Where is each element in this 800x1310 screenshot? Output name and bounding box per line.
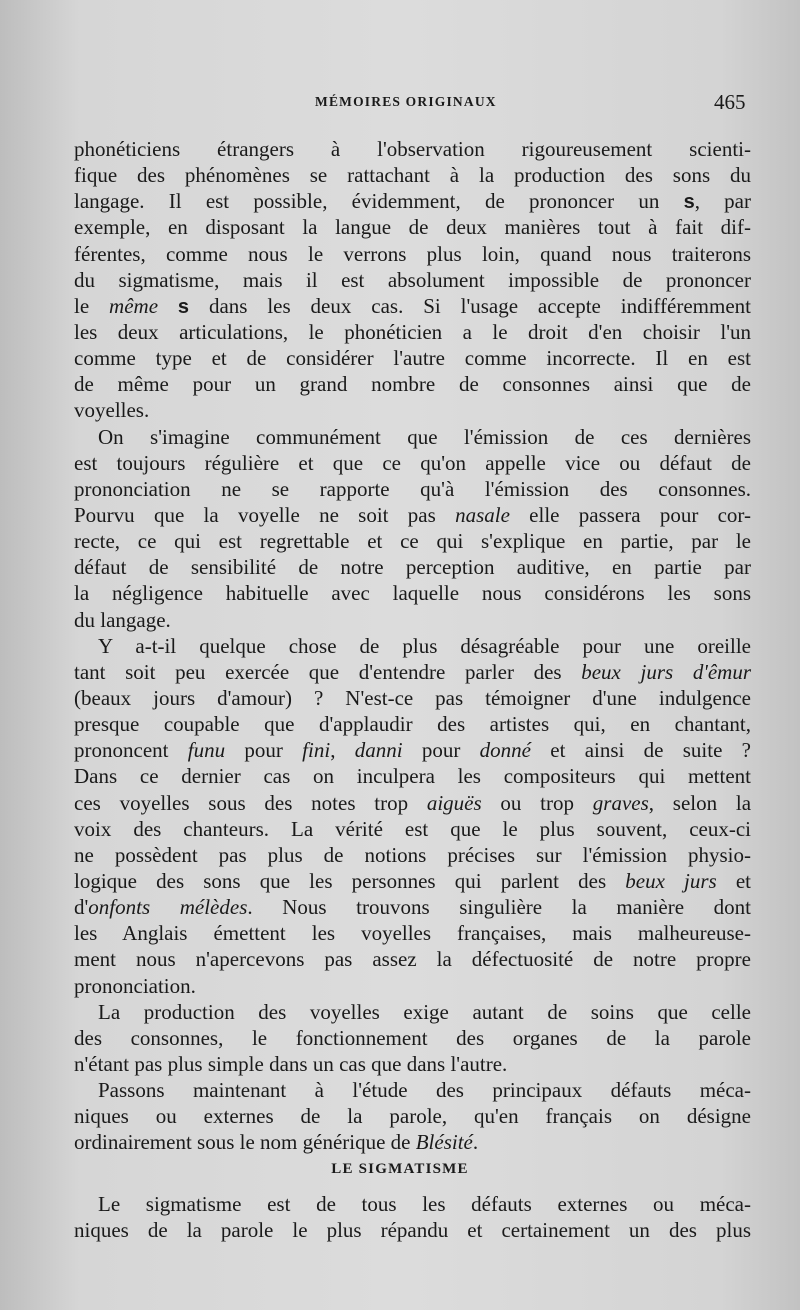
body-text [74, 136, 751, 1155]
text-line: phonéticiens étrangers à l'observation rigoureusement scienti- [74, 137, 751, 161]
text-line: la négligence habituelle avec laquelle nous considérons les sons [74, 581, 751, 606]
text-line: Y a-t-il quelque chose de plus désagréable pour une oreille [98, 633, 751, 658]
text-line: férentes, comme nous le verrons plus loin, quand nous traiterons [74, 241, 751, 266]
text-line: ces voyelles sous des notes trop aiguës ou trop graves, selon la [74, 790, 752, 815]
text-line: des consonnes, le fonctionnement des organes de la parole [74, 1025, 751, 1050]
text-line: est toujours régulière et que ce qu'on appelle vice ou défaut de [74, 450, 751, 475]
section-body-text [74, 1191, 751, 1243]
text-line: fique des phénomènes se rattachant à la production des sons du [74, 163, 751, 188]
text-line: comme type et de considérer l'autre comme incorrecte. Il en est [74, 346, 751, 371]
text-line: du langage. [74, 607, 171, 632]
text-line: prononcent funu pour fini, danni pour donné et ainsi de suite ? [74, 738, 752, 763]
text-line: de même pour un grand nombre de consonnes ainsi que de [74, 372, 751, 397]
text-line: ordinairement sous le nom générique de Blésité. [74, 1130, 479, 1155]
text-line: recte, ce qui est regrettable et ce qui s'explique en partie, par le [74, 529, 751, 554]
text-line: le même s dans les deux cas. Si l'usage accepte indifféremment [74, 293, 751, 318]
page-number: 465 [714, 90, 746, 114]
text-line: Dans ce dernier cas on inculpera les compositeurs qui mettent [74, 764, 751, 789]
running-title: MÉMOIRES ORIGINAUX [315, 94, 497, 109]
text-line: Pourvu que la voyelle ne soit pas nasale elle passera pour cor- [74, 502, 751, 527]
section-heading: LE SIGMATISME [331, 1161, 469, 1177]
text-line: défaut de sensibilité de notre perception auditive, en partie par [74, 555, 751, 580]
text-line: niques de la parole le plus répandu et certainement un des plus [74, 1218, 751, 1243]
text-line: ne possèdent pas plus de notions précises sur l'émission physio- [74, 842, 751, 867]
text-line: les Anglais émettent les voyelles françaises, mais malheureuse- [74, 921, 751, 946]
text-line: voix des chanteurs. La vérité est que le plus souvent, ceux-ci [74, 816, 751, 841]
text-line: niques ou externes de la parole, qu'en français on désigne [74, 1104, 751, 1129]
text-line: La production des voyelles exige autant de soins que celle [98, 999, 751, 1024]
text-line: prononciation ne se rapporte qu'à l'émission des consonnes. [74, 476, 751, 501]
running-head [0, 92, 800, 114]
text-line: exemple, en disposant la langue de deux manières tout à fait dif- [74, 215, 751, 240]
text-line: tant soit peu exercée que d'entendre parler des beux jurs d'êmur [74, 659, 751, 684]
text-line: prononciation. [74, 973, 196, 998]
text-line: presque coupable que d'applaudir des artistes qui, en chantant, [74, 712, 751, 737]
text-line: voyelles. [74, 398, 150, 423]
text-line: Passons maintenant à l'étude des principaux défauts méca- [98, 1078, 751, 1103]
text-line: du sigmatisme, mais il est absolument impossible de prononcer [74, 267, 751, 292]
text-line: les deux articulations, le phonéticien a le droit d'en choisir l'un [74, 319, 751, 344]
text-line: d'onfonts mélèdes. Nous trouvons singulière la manière dont [74, 895, 751, 920]
text-line: n'étant pas plus simple dans un cas que dans l'autre. [74, 1051, 508, 1076]
text-line: langage. Il est possible, évidemment, de prononcer un s, par [74, 189, 751, 214]
text-line: On s'imagine communément que l'émission de ces dernières [98, 424, 751, 449]
text-line: Le sigmatisme est de tous les défauts externes ou méca- [98, 1192, 751, 1216]
text-line: logique des sons que les personnes qui parlent des beux jurs et [74, 868, 752, 893]
text-line: ment nous n'apercevons pas assez la défectuosité de notre propre [74, 947, 751, 972]
text-line: (beaux jours d'amour) ? N'est-ce pas témoigner d'une indulgence [74, 685, 751, 710]
